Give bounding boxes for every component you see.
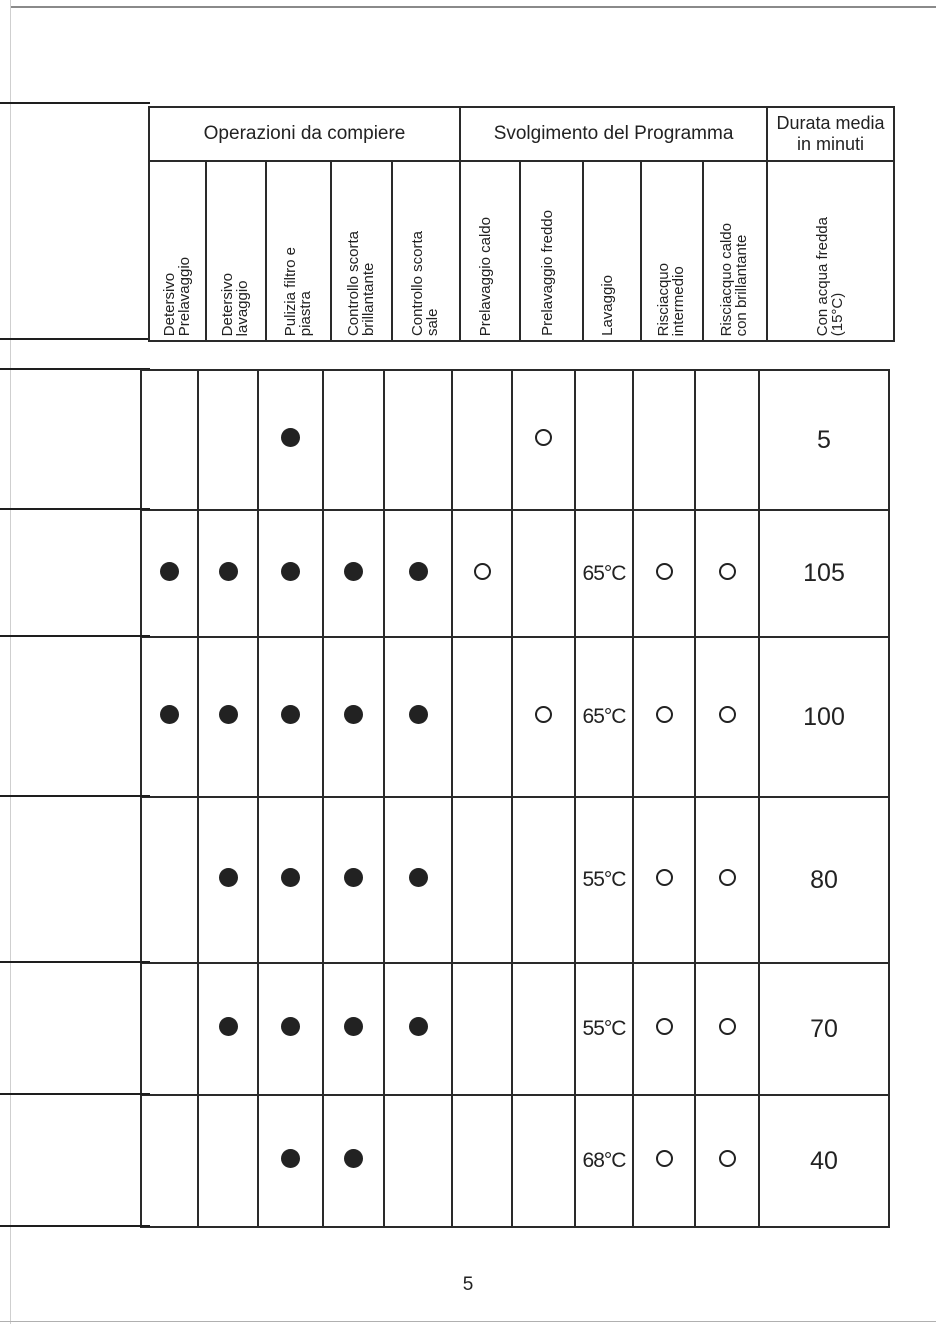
row-left-rule	[0, 635, 150, 637]
hollow-circle-icon	[656, 1150, 673, 1167]
table-row	[141, 1095, 889, 1227]
rinse-cell	[633, 963, 695, 1095]
duration-value: 40	[810, 1146, 838, 1175]
wash-temperature-cell	[575, 370, 633, 510]
duration-value: 105	[803, 559, 845, 587]
filled-dot-icon	[281, 1017, 300, 1036]
hollow-circle-icon	[656, 1018, 673, 1035]
hollow-circle-icon	[535, 706, 552, 723]
column-header-label: Risciacquo intermedio	[655, 262, 688, 336]
filled-dot-icon	[219, 1017, 238, 1036]
operation-cell	[384, 1095, 452, 1227]
filled-dot-icon	[219, 705, 238, 724]
hollow-circle-icon	[719, 1150, 736, 1167]
prewash-cell	[452, 637, 512, 797]
group-header-program: Svolgimento del Programma	[460, 107, 767, 161]
filled-dot-icon	[344, 1149, 363, 1168]
duration-cell	[759, 510, 889, 637]
wash-temperature: 65°C	[582, 561, 626, 585]
group-header-duration: Durata media in minuti	[767, 107, 894, 161]
hollow-circle-icon	[719, 869, 736, 886]
rinse-cell	[695, 797, 759, 963]
operation-cell	[384, 797, 452, 963]
filled-dot-icon	[344, 705, 363, 724]
group-header-operations: Operazioni da compiere	[149, 107, 460, 161]
row-left-rule	[0, 961, 150, 963]
prewash-cell	[512, 963, 575, 1095]
filled-dot-icon	[160, 705, 179, 724]
hollow-circle-icon	[719, 1018, 736, 1035]
bottom-rule	[0, 1321, 936, 1322]
operation-cell	[258, 370, 323, 510]
column-header-label: Pulizia filtro e piastra	[281, 246, 314, 336]
rinse-cell	[695, 370, 759, 510]
rinse-cell	[633, 1095, 695, 1227]
operation-cell	[141, 637, 198, 797]
page-edge	[10, 0, 11, 1324]
prewash-cell	[452, 797, 512, 963]
prewash-cell	[512, 370, 575, 510]
column-header-filter-cleaning	[266, 161, 331, 341]
duration-value: 80	[810, 865, 838, 894]
header-left-rule	[0, 102, 150, 104]
duration-cell	[759, 963, 889, 1095]
table-row	[141, 637, 889, 797]
operation-cell	[258, 1095, 323, 1227]
row-left-rule	[0, 508, 150, 510]
prewash-cell	[512, 1095, 575, 1227]
wash-temperature: 68°C	[582, 1149, 626, 1172]
column-header-label: Controllo scorta brillantante	[344, 230, 377, 336]
column-header-rinse-aid-check	[331, 161, 392, 341]
body-top-left-rule	[0, 368, 150, 370]
filled-dot-icon	[219, 562, 238, 581]
hollow-circle-icon	[656, 869, 673, 886]
operation-cell	[258, 797, 323, 963]
prewash-cell	[452, 370, 512, 510]
filled-dot-icon	[409, 562, 428, 581]
operation-cell	[198, 637, 258, 797]
column-header-label: Prelavaggio caldo	[477, 216, 495, 336]
header-bottom-left-rule	[0, 338, 150, 340]
operation-cell	[258, 637, 323, 797]
column-header-cold-prewash	[520, 161, 583, 341]
wash-temperature-cell	[575, 1095, 633, 1227]
column-header-label: Prelavaggio freddo	[538, 210, 556, 336]
column-header-wash	[583, 161, 641, 341]
filled-dot-icon	[409, 705, 428, 724]
operation-cell	[141, 963, 198, 1095]
duration-cell	[759, 797, 889, 963]
wash-temperature: 55°C	[582, 868, 626, 891]
prewash-cell	[452, 963, 512, 1095]
hollow-circle-icon	[656, 706, 673, 723]
program-table-body	[140, 369, 890, 1228]
filled-dot-icon	[281, 705, 300, 724]
column-header-cold-water-duration	[767, 161, 894, 341]
rinse-cell	[633, 370, 695, 510]
program-table-header	[148, 106, 895, 342]
prewash-cell	[512, 797, 575, 963]
operation-cell	[258, 963, 323, 1095]
wash-temperature-cell	[575, 637, 633, 797]
column-header-label: Lavaggio	[599, 275, 617, 336]
column-header-hot-prewash	[460, 161, 520, 341]
operation-cell	[141, 1095, 198, 1227]
prewash-cell	[452, 510, 512, 637]
rinse-cell	[633, 637, 695, 797]
wash-temperature: 55°C	[582, 1017, 626, 1040]
column-header-salt-check	[392, 161, 460, 341]
rinse-cell	[633, 797, 695, 963]
duration-cell	[759, 637, 889, 797]
prewash-cell	[452, 1095, 512, 1227]
operation-cell	[323, 797, 384, 963]
operation-cell	[141, 510, 198, 637]
prewash-cell	[512, 510, 575, 637]
duration-value: 5	[817, 425, 831, 454]
filled-dot-icon	[344, 868, 363, 887]
operation-cell	[198, 963, 258, 1095]
filled-dot-icon	[281, 868, 300, 887]
table-row	[141, 797, 889, 963]
table-row	[141, 963, 889, 1095]
operation-cell	[323, 637, 384, 797]
duration-cell	[759, 370, 889, 510]
operation-cell	[198, 1095, 258, 1227]
hollow-circle-icon	[535, 429, 552, 446]
duration-value: 70	[810, 1014, 838, 1043]
operation-cell	[198, 370, 258, 510]
hollow-circle-icon	[474, 563, 491, 580]
top-rule	[10, 6, 936, 8]
duration-cell	[759, 1095, 889, 1227]
wash-temperature-cell	[575, 797, 633, 963]
column-header-label: Detersivo Prelavaggio	[160, 256, 193, 336]
column-header-label: Risciacquo caldo con brillantante	[718, 222, 751, 336]
table-row	[141, 370, 889, 510]
filled-dot-icon	[219, 868, 238, 887]
operation-cell	[141, 797, 198, 963]
rinse-cell	[695, 963, 759, 1095]
row-left-rule	[0, 1225, 150, 1227]
row-left-rule	[0, 795, 150, 797]
column-header-detergent-prewash	[149, 161, 206, 341]
column-header-hot-rinse	[703, 161, 767, 341]
operation-cell	[323, 1095, 384, 1227]
column-header-intermediate-rinse	[641, 161, 703, 341]
filled-dot-icon	[344, 1017, 363, 1036]
operation-cell	[384, 963, 452, 1095]
filled-dot-icon	[281, 562, 300, 581]
page-number: 5	[462, 1274, 474, 1295]
row-left-rule	[0, 1093, 150, 1095]
hollow-circle-icon	[719, 706, 736, 723]
operation-cell	[384, 510, 452, 637]
prewash-cell	[512, 637, 575, 797]
wash-temperature-cell	[575, 510, 633, 637]
operation-cell	[384, 370, 452, 510]
column-header-label: Con acqua fredda (15°C)	[813, 216, 846, 336]
operation-cell	[258, 510, 323, 637]
filled-dot-icon	[281, 428, 300, 447]
hollow-circle-icon	[656, 563, 673, 580]
column-header-label: Detersivo lavaggio	[219, 272, 251, 336]
operation-cell	[384, 637, 452, 797]
operation-cell	[198, 510, 258, 637]
operation-cell	[323, 370, 384, 510]
table-row	[141, 510, 889, 637]
operation-cell	[141, 370, 198, 510]
rinse-cell	[695, 1095, 759, 1227]
operation-cell	[323, 963, 384, 1095]
filled-dot-icon	[281, 1149, 300, 1168]
duration-value: 100	[803, 702, 845, 731]
rinse-cell	[695, 510, 759, 637]
filled-dot-icon	[409, 1017, 428, 1036]
column-header-detergent-wash	[206, 161, 266, 341]
filled-dot-icon	[344, 562, 363, 581]
rinse-cell	[633, 510, 695, 637]
filled-dot-icon	[409, 868, 428, 887]
operation-cell	[323, 510, 384, 637]
hollow-circle-icon	[719, 563, 736, 580]
rinse-cell	[695, 637, 759, 797]
filled-dot-icon	[160, 562, 179, 581]
operation-cell	[198, 797, 258, 963]
wash-temperature-cell	[575, 963, 633, 1095]
column-header-label: Controllo scorta sale	[409, 230, 442, 336]
wash-temperature: 65°C	[582, 705, 626, 728]
